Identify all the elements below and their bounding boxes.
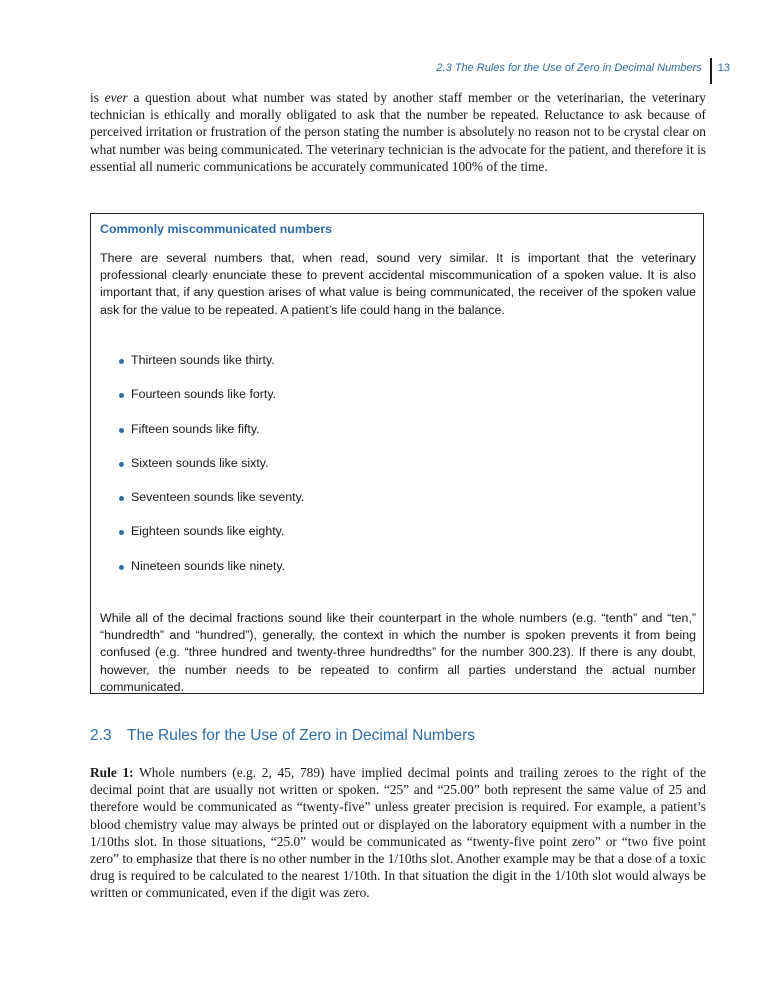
list-item <box>119 523 304 557</box>
paragraph-body: a question about what number was stated by another staff member or the veterinarian, the veterinary technician is ethically and morally obligated to ask that the number be repeated. Reluctance to ask because of perceived irritation or frustration of the person stating the number is absolutely no reason not to be crystal clear on what number was being communicated. The veterinary technician is the advocate for the patient, and therefore it is essential all numeric communications be accurately communicated 100% of the time. <box>90 90 706 174</box>
section-number: 2.3 <box>90 727 112 744</box>
list-item <box>119 489 304 523</box>
list-item <box>119 455 304 489</box>
list-item-text: Fifteen sounds like fifty. <box>131 421 260 436</box>
bullet-icon <box>119 530 124 535</box>
bullet-icon <box>119 359 124 364</box>
box-title: Commonly miscommunicated numbers <box>100 222 333 236</box>
bullet-icon <box>119 496 124 501</box>
list-item-text: Eighteen sounds like eighty. <box>131 524 285 539</box>
bullet-icon <box>119 565 124 570</box>
rule-label: Rule 1: <box>90 765 134 780</box>
paragraph-emphasis: ever <box>104 90 128 105</box>
list-item-text: Thirteen sounds like thirty. <box>131 353 275 367</box>
list-item <box>119 421 304 455</box>
bullet-icon <box>119 462 124 467</box>
box-outro: While all of the decimal fractions sound like their counterpart in the whole numbers (e.g. “tenth” and “ten,” “hundredth” and “hundred”), generally, the context in which the number is spoken prevents it from being confused (e.g. “three hundred and twenty-three hundredths” for the number 300.23). If there is any doubt, however, the number needs to be repeated to confirm all parties understand the actual number communicated. <box>100 611 696 694</box>
list-item-text: Nineteen sounds like ninety. <box>131 558 286 573</box>
bullet-icon <box>119 393 124 398</box>
section-heading <box>90 727 475 745</box>
section-title: The Rules for the Use of Zero in Decimal Numbers <box>127 727 476 744</box>
list-item <box>119 386 304 420</box>
page-number: 13 <box>717 62 730 74</box>
sidebar-box <box>90 213 704 694</box>
paragraph-lead: is <box>90 90 105 105</box>
bullet-icon <box>119 428 124 433</box>
rule-text: Whole numbers (e.g. 2, 45, 789) have implied decimal points and trailing zeroes to the right of the decimal point that are usually not written or spoken. “25” and “25.00” both represent the same value of 25 and therefore would be communicated as “twenty-five” unless greater precision is required. For example, a patient’s blood chemistry value may always be printed out or displayed on the laboratory equipment with a number in the 1/10ths slot. In those situations, “25.0” would be communicated as “twenty-five point zero” or “two five point zero” to emphasize that there is no other number in the 1/10ths slot. Another example may be that a dose of a toxic drug is required to be calculated to the nearest 1/10th. In that situation the digit in the 1/10th slot would always be written or communicated, even if the digit was zero. <box>90 765 706 901</box>
rule-1-paragraph <box>90 764 706 902</box>
list-item-text: Seventeen sounds like seventy. <box>131 490 305 505</box>
list-item-text: Sixteen sounds like sixty. <box>131 455 269 470</box>
paragraph-continuation <box>90 89 706 175</box>
list-item <box>119 352 304 386</box>
running-header <box>436 58 730 84</box>
box-intro: There are several numbers that, when read, sound very similar. It is important that the veterinary professional clearly enunciate these to prevent accidental miscommunication of a spoken value. It is also important that, if any question arises of what value is being communicated, the receiver of the spoken value ask for the value to be repeated. A patient’s life could hang in the balance. <box>100 251 696 317</box>
bullet-list <box>119 352 304 592</box>
list-item-text: Fourteen sounds like forty. <box>131 387 277 402</box>
running-header-title: 2.3 The Rules for the Use of Zero in Decimal Numbers <box>436 62 702 74</box>
list-item <box>119 558 304 592</box>
